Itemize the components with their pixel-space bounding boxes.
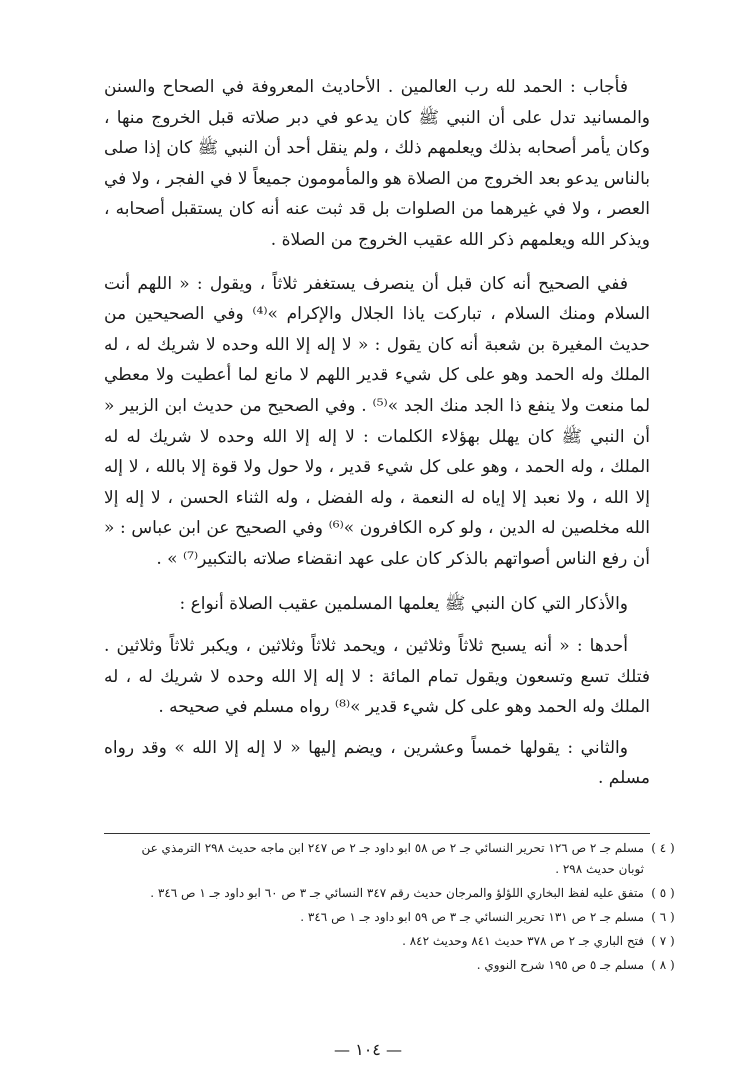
- footnote-item: [120, 907, 680, 928]
- footnote-text: متفق عليه لفظ البخاري اللؤلؤ والمرجان حديث رقم ٣٤٧ النسائي جـ ٣ ص ٦٠ ابو داود جـ ١ ص ٣٤٦ .: [150, 886, 644, 900]
- footnote-text: مسلم جـ ٢ ص ١٢٦ تحرير النسائي جـ ٢ ص ٥٨ ابو داود جـ ٢ ص ٢٤٧ ابن ماجه حديث ٢٩٨ الترمذي عن ثوبان حديث ٢٩٨ .: [141, 841, 644, 876]
- paragraph-sahih-adhkar: ففي الصحيح أنه كان قبل أن ينصرف يستغفر ثلاثاً ، ويقول : « اللهم أنت السلام ومنك السلام ، تباركت ياذا الجلال والإكرام »⁽⁴⁾ وفي الصحيحين من حديث المغيرة بن شعبة أنه كان يقول : « لا إله إلا الله وحده لا شريك له ، له الملك وله الحمد وهو على كل شيء قدير اللهم لا مانع لما أعطيت ولا معطي لما منعت ولا ينفع ذا الجد منك الجد »⁽⁵⁾ . وفي الصحيح من حديث ابن الزبير « أن النبي ﷺ كان يهلل بهؤلاء الكلمات : لا إله إلا الله وحده لا شريك له له الملك ، وله الحمد ، وهو على كل شيء قدير ، ولا حول ولا قوة إلا بالله ، لا إله إلا الله ، ولا نعبد إلا إياه له النعمة ، وله الفضل ، وله الثناء الحسن ، لا إله إلا الله مخلصين له الدين ، ولو كره الكافرون »⁽⁶⁾ وفي الصحيح عن ابن عباس : « أن رفع الناس أصواتهم بالذكر كان على عهد انقضاء صلاته بالتكبير⁽⁷⁾ » .: [104, 273, 650, 569]
- footnote-number: ( ٨ ): [651, 958, 675, 972]
- footnote-text: مسلم جـ ٥ ص ١٩٥ شرح النووي .: [476, 958, 644, 972]
- footnotes: [120, 838, 680, 979]
- paragraph-first-type: أحدها : « أنه يسبح ثلاثاً وثلاثين ، ويحمد ثلاثاً وثلاثين ، ويكبر ثلاثاً وثلاثين . فتلك تسع وتسعون ويقول تمام المائة : لا إله إلا الله وحده لا شريك له ، له الملك وله الحمد وهو على كل شيء قدير »⁽⁸⁾ رواه مسلم في صحيحه .: [104, 636, 650, 718]
- footnote-item: [120, 883, 680, 904]
- footnote-text: فتح الباري جـ ٢ ص ٣٧٨ حديث ٨٤١ وحديث ٨٤٢ .: [402, 934, 644, 948]
- paragraph-types-intro: والأذكار التي كان النبي ﷺ يعلمها المسلمين عقيب الصلاة أنواع :: [179, 593, 628, 614]
- footnote-item: [120, 955, 680, 976]
- footnote-number: ( ٦ ): [651, 910, 675, 924]
- footnote-item: [120, 931, 680, 952]
- footnote-divider: [104, 833, 650, 834]
- body-text: [104, 72, 650, 794]
- footnote-text: مسلم جـ ٢ ص ١٣١ تحرير النسائي جـ ٣ ص ٥٩ ابو داود جـ ١ ص ٣٤٦ .: [300, 910, 644, 924]
- page-number: — ١٠٤ —: [334, 1040, 402, 1059]
- footnote-number: ( ٤ ): [651, 841, 675, 855]
- footnote-number: ( ٥ ): [651, 886, 675, 900]
- paragraph-answer: فأجاب : الحمد لله رب العالمين . الأحاديث المعروفة في الصحاح والسنن والمسانيد تدل على أن النبي ﷺ كان يدعو في دبر صلاته قبل الخروج منها ، وكان يأمر أصحابه بذلك ويعلمهم ذلك ، ولم ينقل أحد أن النبي ﷺ كان إذا صلى بالناس يدعو بعد الخروج من الصلاة هو والمأمومون جميعاً لا في الفجر ، ولا في العصر ، ولا في غيرهما من الصلوات بل قد ثبت عنه أنه كان يستقبل أصحابه ، ويذكر الله ويعلمهم ذكر الله عقيب الخروج من الصلاة .: [104, 77, 650, 250]
- footnote-item: [120, 838, 680, 880]
- footnote-number: ( ٧ ): [651, 934, 675, 948]
- paragraph-second-type: والثاني : يقولها خمساً وعشرين ، ويضم إليها « لا إله إلا الله » وقد رواه مسلم .: [104, 737, 650, 789]
